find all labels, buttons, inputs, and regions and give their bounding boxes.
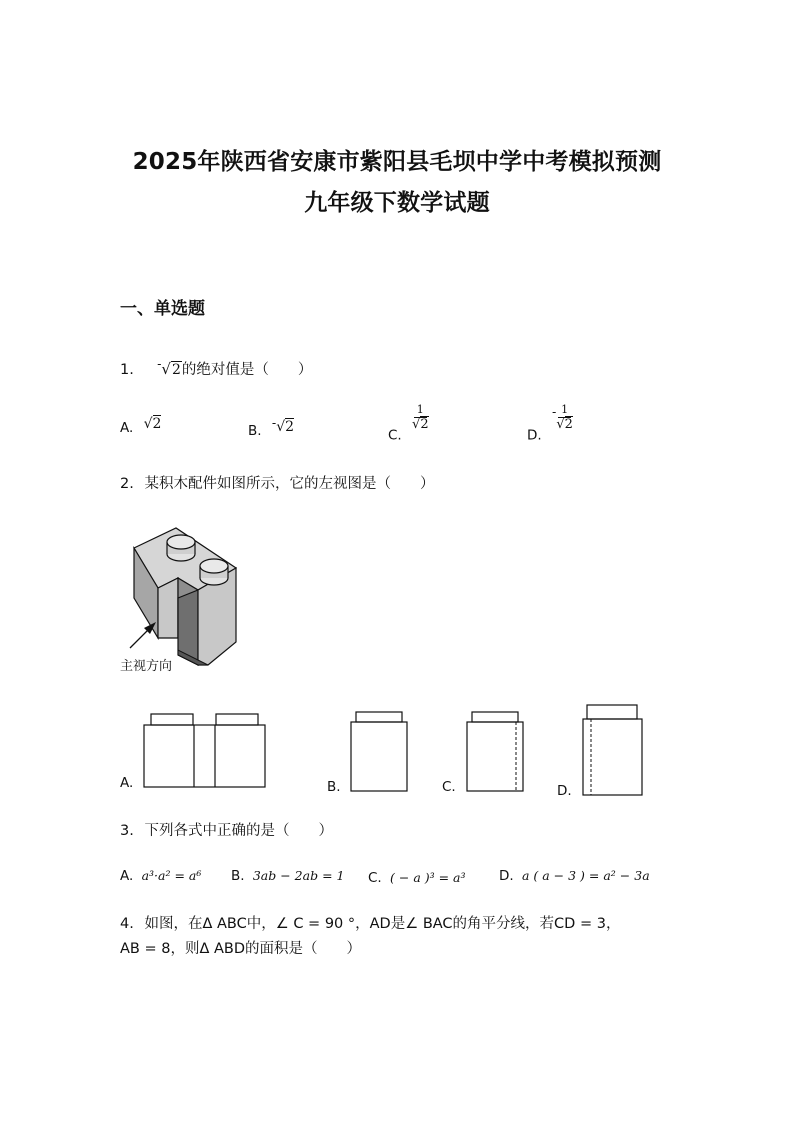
q2-option-c-figure[interactable]	[464, 710, 526, 794]
question-text: 某积木配件如图所示，它的左视图是（ ）	[144, 476, 435, 492]
numerator: 1	[558, 403, 571, 418]
question-number: 2.	[120, 476, 134, 492]
question-3	[120, 821, 333, 841]
radicand: 2	[564, 417, 573, 432]
question-text: 下列各式中正确的是（ ）	[144, 823, 333, 839]
q3-option-a[interactable]	[120, 868, 201, 884]
fraction	[412, 403, 429, 432]
math-expression: ( − a )³ = a³	[390, 870, 466, 885]
question-number: 3.	[120, 823, 134, 839]
minus-sign: -	[157, 357, 162, 371]
minus-sign: -	[271, 416, 277, 430]
page-title-line-2: 九年级下数学试题	[304, 190, 490, 216]
question-number: 1.	[120, 362, 134, 378]
question-1	[120, 354, 312, 380]
q1-option-c[interactable]	[388, 403, 429, 444]
q2-option-d-figure[interactable]	[581, 703, 645, 797]
radicand: 2	[420, 417, 429, 432]
option-letter: B.	[248, 423, 262, 439]
minus-sign: -	[551, 404, 557, 419]
fraction	[556, 403, 573, 432]
page-title-line-1: 2025年陕西省安康市紫阳县毛坝中学中考模拟预测	[132, 149, 662, 175]
math-expression: a ( a − 3 ) = a² − 3a	[521, 868, 650, 883]
numerator: 1	[414, 403, 427, 418]
q1-option-a[interactable]	[120, 416, 161, 436]
math-expression: a³·a² = a⁶	[141, 868, 202, 883]
sqrt-expression: √2	[276, 419, 295, 435]
question-text-line-1: 如图，在Δ ABC中，∠ C = 90 °，AD是∠ BAC的角平分线，若CD = 3，	[144, 916, 621, 932]
radicand: 2	[171, 362, 181, 378]
block-figure	[116, 520, 276, 675]
q2-option-c-label[interactable]: C.	[442, 779, 456, 795]
option-letter: A.	[120, 868, 134, 884]
question-4	[120, 914, 620, 934]
option-letter: A.	[120, 420, 134, 436]
option-letter: D.	[499, 868, 514, 884]
q2-option-a-figure[interactable]	[142, 712, 268, 790]
q1-option-d[interactable]	[527, 403, 573, 444]
q3-option-d[interactable]	[499, 868, 650, 884]
denominator: √2	[412, 417, 429, 432]
q2-option-a-label[interactable]: A.	[120, 775, 134, 791]
figure-caption: 主视方向	[120, 659, 173, 674]
q2-option-d-label[interactable]: D.	[557, 783, 572, 799]
q3-option-c[interactable]	[368, 870, 466, 886]
option-letter: D.	[527, 427, 542, 444]
q1-option-b[interactable]	[248, 416, 294, 439]
q3-option-b[interactable]	[231, 868, 344, 884]
question-2	[120, 474, 434, 494]
sqrt-expression: √2	[143, 416, 162, 432]
q2-option-b-figure[interactable]	[348, 710, 410, 794]
radicand: 2	[152, 416, 162, 432]
option-letter: C.	[368, 870, 382, 886]
question-4-line-2: AB = 8，则Δ ABD的面积是（ ）	[120, 941, 362, 957]
denominator: √2	[556, 417, 573, 432]
question-text: 的绝对值是（ ）	[181, 362, 313, 378]
radicand: 2	[285, 419, 295, 435]
option-letter: B.	[231, 868, 245, 884]
math-expression: 3ab − 2ab = 1	[252, 868, 345, 883]
sqrt-expression: √2	[161, 360, 181, 378]
section-heading: 一、单选题	[120, 299, 205, 319]
option-letter: C.	[388, 427, 402, 444]
q2-option-b-label[interactable]: B.	[327, 779, 341, 795]
question-number: 4.	[120, 916, 134, 932]
